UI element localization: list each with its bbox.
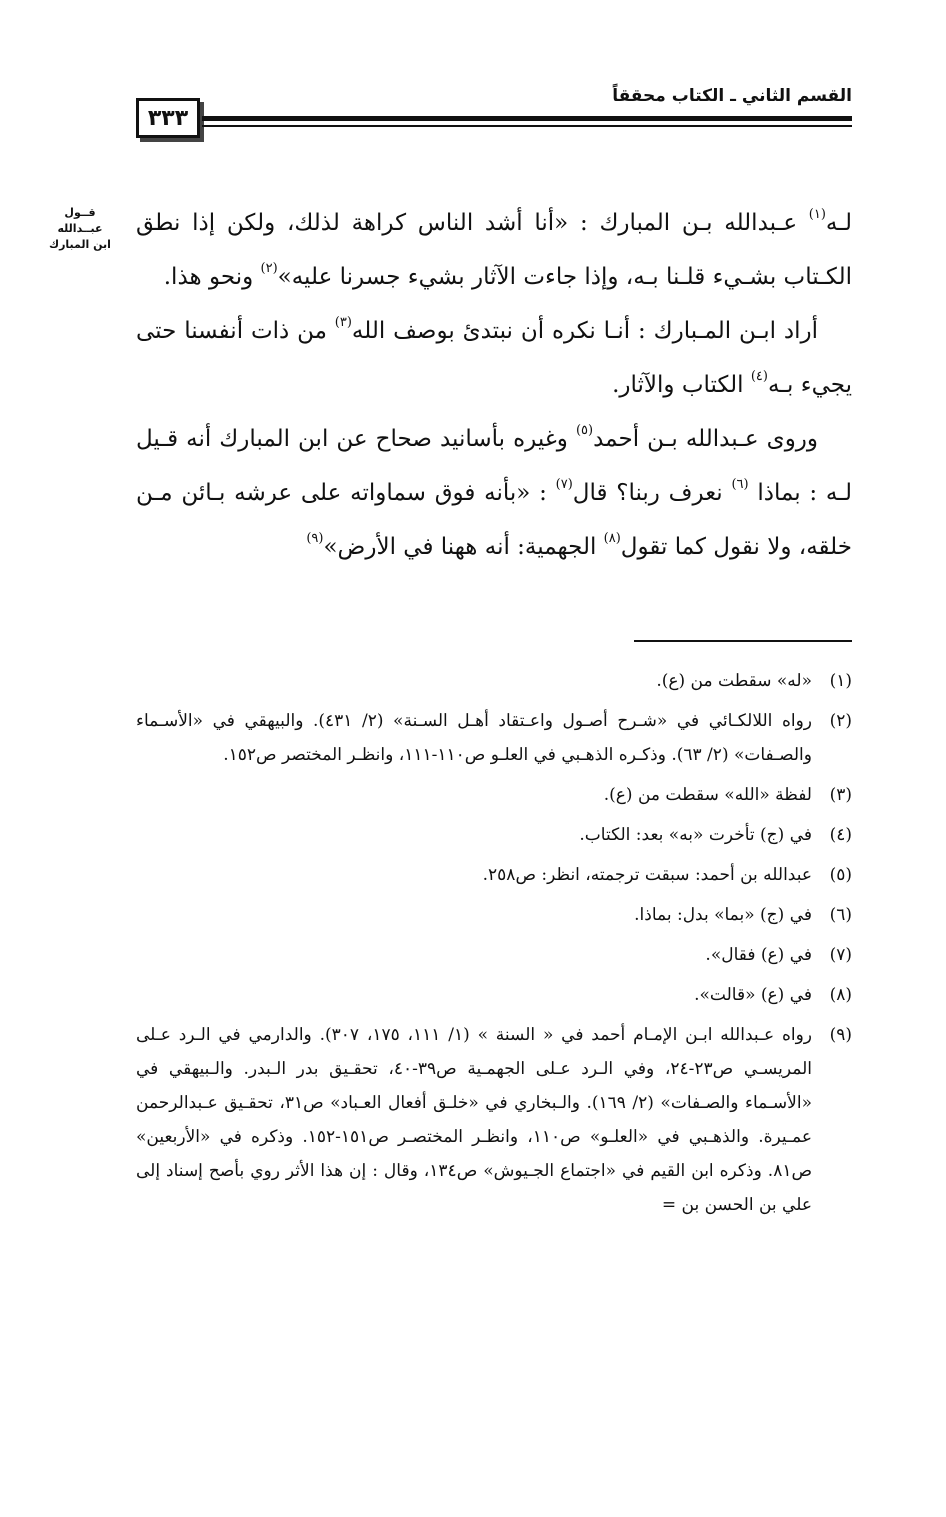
footnote <box>136 858 852 892</box>
footnote-marker: (٧) <box>555 477 573 492</box>
header-rule-thin <box>202 125 852 127</box>
footnote-number: (٤) <box>829 825 852 845</box>
margin-note-line: قــول <box>64 206 96 219</box>
footnote-marker: (١) <box>808 207 826 222</box>
footnote-number: (٧) <box>829 945 852 965</box>
main-text <box>136 196 852 574</box>
footnote <box>136 898 852 932</box>
footnote-number: (٨) <box>829 985 852 1005</box>
footnote-text: في (ج) تأخرت «به» بعد: الكتاب. <box>579 825 812 845</box>
footnote-text: «له» سقطت من (ع). <box>656 671 812 691</box>
margin-note-line: عبــدالله <box>57 222 103 235</box>
footnote <box>136 938 852 972</box>
paragraph <box>136 412 852 574</box>
footnote-number: (٩) <box>829 1025 852 1045</box>
text-run: وروى عـبدالله بـن أحمد <box>593 426 819 452</box>
footnote-text: في (ع) «قالت». <box>694 985 812 1005</box>
footnote-text: رواه عـبدالله ابـن الإمـام أحمد في « السنة » (١/ ١١١، ١٧٥، ٣٠٧). والدارمي في الـرد عـلى المريسـي ص٢٣-٢٤، وفي الـرد عـلى الجهمـية ص٣٩-٤٠، تحقـيق بدر الـبدر. والـبيهقي في «الأسـماء والصـفات» (٢/ ١٦٩). والـبخاري في «خلـق أفعال العـباد» ص٣١، تحقـيق عـبدالرحمن عمـيرة. والذهـبي في «العلـو» ص١١٠، وانظـر المختصـر ص١٥١-١٥٢. وذكره في «الأربعين» ص٨١. وذكره ابن القيم في «اجتماع الجـيوش» ص١٣٤، وقال : إن هذا الأثر روي بأصح إسناد إلى علي بن الحسن بن = <box>136 1025 813 1215</box>
text-run: عـبدالله بـن المبارك : «أنا أشد الناس كراهة لذلك، ولكن إذا نطق الكـتاب بشـيء قلـنا بـه، وإذا جاءت الآثار بشيء جسرنا عليه» <box>136 210 852 290</box>
footnote-marker: (٥) <box>575 423 594 438</box>
text-run: وغيره بأسانيد صحاح عن ابن المبارك أنه قـيل لـه : بماذا <box>136 426 852 506</box>
page-header <box>136 86 852 152</box>
text-run: ونحو هذا. <box>163 264 261 290</box>
footnote-text: في (ع) فقال». <box>705 945 812 965</box>
footnote <box>136 818 852 852</box>
footnote-marker: (٣) <box>334 315 352 330</box>
margin-note-line: ابن المبارك <box>49 238 111 251</box>
text-run: الكتاب والآثار. <box>612 372 751 398</box>
footnote <box>136 704 852 772</box>
running-title: القسم الثاني ـ الكتاب محققاً <box>604 86 852 106</box>
text-run: من ذات أنفسنا حتى يجيء بـه <box>136 318 852 398</box>
footnote-number: (١) <box>829 671 852 691</box>
paragraph <box>136 196 852 304</box>
footnote-number: (٢) <box>829 711 852 731</box>
footnote-number: (٥) <box>829 865 852 885</box>
footnotes <box>136 664 852 1228</box>
header-rule-thick <box>202 116 852 121</box>
footnote-marker: (٦) <box>731 477 749 492</box>
footnote-divider <box>634 640 852 642</box>
footnote-number: (٣) <box>829 785 852 805</box>
footnote-text: لفظة «الله» سقطت من (ع). <box>603 785 812 805</box>
text-run: الجهمية: أنه ههنا في الأرض» <box>323 534 604 560</box>
footnote <box>136 664 852 698</box>
footnote-marker: (٤) <box>750 369 768 384</box>
footnote <box>136 1018 852 1222</box>
footnote-marker: (٩) <box>306 531 324 546</box>
page-number: ٣٣٣ <box>136 98 200 138</box>
paragraph <box>136 304 852 412</box>
margin-note <box>36 205 124 253</box>
footnote-marker: (٨) <box>603 531 621 546</box>
footnote-text: عبدالله بن أحمد: سبقت ترجمته، انظر: ص٢٥٨. <box>482 865 812 885</box>
footnote-number: (٦) <box>829 905 852 925</box>
footnote-text: رواه اللالكـائي في «شـرح أصـول واعـتقاد أهـل السـنة» (٢/ ٤٣١). والبيهقي في «الأسـماء والصـفات» (٢/ ٦٣). وذكـره الذهـبي في العلـو ص١١٠-١١١، وانظـر المختصر ص١٥٢. <box>136 711 812 765</box>
text-run: نعرف ربنا؟ قال <box>572 480 732 506</box>
footnote <box>136 978 852 1012</box>
text-run: أراد ابـن المـبارك : أنـا نكره أن نبتدئ بوصف الله <box>351 318 818 344</box>
text-run: لـه <box>825 210 852 236</box>
footnote-marker: (٢) <box>260 261 278 276</box>
footnote-text: في (ج) «بما» بدل: بماذا. <box>634 905 812 925</box>
text-run: : «بأنه فوق سماواته على عرشه بـائن مـن خلقه، ولا نقول كما تقول <box>136 480 852 560</box>
footnote <box>136 778 852 812</box>
